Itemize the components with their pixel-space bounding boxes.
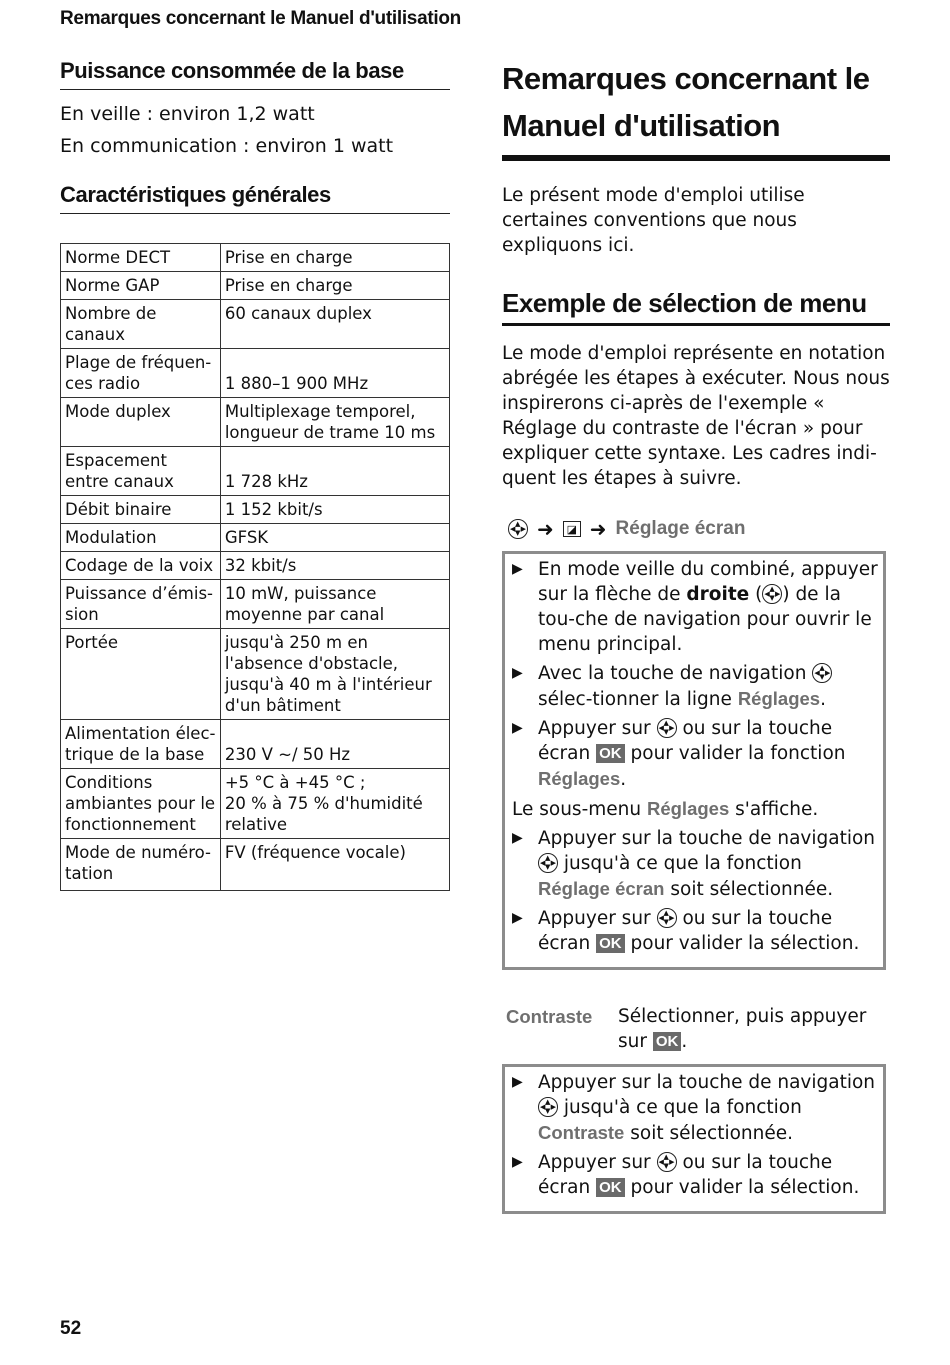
nav-key-icon: ▲ ▼ ◀ ▶ xyxy=(658,909,675,926)
nav-key-icon: ▲ ▼ ◀ ▶ xyxy=(540,854,556,871)
humidity-range: 20 % à 75 % d'humidité relative xyxy=(224,794,423,834)
bullet-icon: ▶ xyxy=(512,910,523,926)
spec-value: 1 880–1 900 MHz xyxy=(220,349,449,398)
call-power: En communication : environ 1 watt xyxy=(60,135,394,157)
spec-value: Prise en charge xyxy=(220,244,449,272)
bullet-icon: ▶ xyxy=(512,720,523,736)
temperature-range: +5 °C à +45 °C ; xyxy=(224,773,366,792)
step-text: Appuyer sur la touche de navigation xyxy=(538,828,876,849)
table-row xyxy=(61,244,450,272)
step-text: ou sur la touche écran xyxy=(538,1152,833,1198)
specs-table xyxy=(60,243,450,891)
arrow-right-icon: ➜ xyxy=(589,517,607,541)
bullet-icon: ▶ xyxy=(512,1154,523,1170)
menu-item-reglage-ecran: Réglage écran xyxy=(615,518,746,539)
nav-key-icon: ▲ ▼ ◀ ▶ xyxy=(658,719,675,736)
table-row xyxy=(61,272,450,300)
spec-value: 1 152 kbit/s xyxy=(220,496,449,524)
step-text: ou sur la touche écran xyxy=(538,908,833,954)
contrast-row xyxy=(502,1004,890,1054)
nav-key-icon: ▲ ▼ ◀ ▶ xyxy=(510,520,526,537)
power-heading: Puissance consommée de la base xyxy=(60,58,450,90)
nav-key-right-icon: ▲ ▼ ◀ ▶ xyxy=(764,585,781,602)
spec-key: Norme DECT xyxy=(61,244,221,272)
spec-key: Espacement entre canaux xyxy=(61,447,221,496)
step-text: Le sous-menu xyxy=(512,799,642,820)
step-text: Appuyer sur xyxy=(538,908,651,929)
list-item xyxy=(509,716,879,792)
nav-key-icon: ▲ ▼ ◀ ▶ xyxy=(814,664,831,681)
spec-value: 1 728 kHz xyxy=(220,447,449,496)
page-title-line-1: Remarques concernant le xyxy=(502,61,870,96)
list-item xyxy=(509,661,879,712)
step-emphasis: droite xyxy=(686,584,750,605)
menu-item-reglages: Réglages xyxy=(646,798,730,819)
bullet-icon: ▶ xyxy=(512,830,523,846)
list-item xyxy=(509,1070,879,1146)
table-row xyxy=(61,349,450,398)
contrast-label: Contraste xyxy=(506,1006,593,1027)
step-text: . xyxy=(820,689,826,710)
contrast-instruction: Sélectionner, puis appuyer sur xyxy=(618,1006,867,1052)
bullet-icon: ▶ xyxy=(512,665,523,681)
step-text: jusqu'à ce que la fonction xyxy=(563,853,802,874)
page-title-line-2: Manuel d'utilisation xyxy=(502,108,781,143)
spec-key: Débit binaire xyxy=(61,496,221,524)
step-text: Appuyer sur xyxy=(538,1152,651,1173)
step-text: soit sélectionnée. xyxy=(630,1123,794,1144)
steps-box-2 xyxy=(502,1064,886,1214)
step-text: pour valider la sélection. xyxy=(630,933,860,954)
standby-power: En veille : environ 1,2 watt xyxy=(60,103,315,125)
left-column xyxy=(60,58,450,891)
step-text: pour valider la sélection. xyxy=(630,1177,860,1198)
nav-key-icon: ▲ ▼ ◀ ▶ xyxy=(540,1098,556,1115)
step-text: s'affiche. xyxy=(735,799,819,820)
step-text: Appuyer sur xyxy=(538,718,651,739)
spec-value: 60 canaux duplex xyxy=(220,300,449,349)
step-text: sélec-tionner la ligne xyxy=(538,689,732,710)
spec-key: Portée xyxy=(61,629,221,720)
spec-key: Plage de fréquen-ces radio xyxy=(61,349,221,398)
bullet-icon: ▶ xyxy=(512,561,523,577)
menu-example-paragraph: Le mode d'emploi représente en notation abrégée les étapes à exécuter. Nous nous inspirerons ci-après de l'exemple « Réglage du contraste de l'écran » pour expliquer cette syntaxe. Les cadres indi-quent les étapes à suivre. xyxy=(502,343,890,489)
menu-item-reglages: Réglages xyxy=(538,768,621,789)
list-item xyxy=(509,906,879,956)
bullet-icon: ▶ xyxy=(512,1074,523,1090)
table-row xyxy=(61,839,450,891)
list-item xyxy=(509,1150,879,1200)
table-row xyxy=(61,629,450,720)
spec-key: Modulation xyxy=(61,524,221,552)
spec-value: 32 kbit/s xyxy=(220,552,449,580)
table-row xyxy=(61,720,450,769)
spec-key: Conditions ambiantes pour le fonctionnement xyxy=(61,769,221,839)
contrast-instruction: . xyxy=(681,1031,688,1052)
ok-key-icon: OK xyxy=(653,1032,682,1051)
intro-paragraph: Le présent mode d'emploi utilise certaines conventions que nous expliquons ici. xyxy=(502,185,805,256)
spec-value: Prise en charge xyxy=(220,272,449,300)
step-text: . xyxy=(620,769,627,790)
spec-value: FV (fréquence vocale) xyxy=(220,839,449,891)
ok-key-icon: OK xyxy=(596,1178,625,1197)
ok-key-icon: OK xyxy=(596,934,625,953)
general-heading: Caractéristiques générales xyxy=(60,182,450,214)
spec-key: Puissance d’émis-sion xyxy=(61,580,221,629)
spec-key: Mode duplex xyxy=(61,398,221,447)
table-row xyxy=(61,300,450,349)
nav-key-icon: ▲ ▼ ◀ ▶ xyxy=(658,1153,675,1170)
right-column xyxy=(502,55,890,1214)
steps-box-1 xyxy=(502,551,886,970)
display-settings-icon: ◪ xyxy=(563,521,581,537)
table-row xyxy=(61,524,450,552)
step-text: Avec la touche de navigation xyxy=(538,663,807,684)
submenu-note xyxy=(509,796,879,822)
running-header: Remarques concernant le Manuel d'utilisation xyxy=(60,8,461,29)
arrow-right-icon: ➜ xyxy=(537,517,554,541)
step-text: soit sélectionnée. xyxy=(670,879,834,900)
menu-item-reglage-ecran: Réglage écran xyxy=(538,878,665,899)
spec-value: 230 V ~/ 50 Hz xyxy=(220,720,449,769)
menu-path xyxy=(508,517,890,541)
step-text: pour valider la fonction xyxy=(630,743,846,764)
step-text: ) de la tou-che de navigation pour ouvrir le menu principal. xyxy=(538,584,872,655)
step-text: Appuyer sur la touche de navigation xyxy=(538,1072,876,1093)
spec-key: Mode de numéro-tation xyxy=(61,839,221,891)
menu-item-contraste: Contraste xyxy=(538,1122,625,1143)
spec-value: GFSK xyxy=(220,524,449,552)
spec-key: Nombre de canaux xyxy=(61,300,221,349)
spec-value: Multiplexage temporel, longueur de trame 10 ms xyxy=(220,398,449,447)
table-row xyxy=(61,398,450,447)
spec-value: jusqu'à 250 m en l'absence d'obstacle, jusqu'à 40 m à l'intérieur d'un bâtiment xyxy=(220,629,449,720)
power-consumption xyxy=(60,98,450,162)
step-text: ( xyxy=(755,584,763,605)
table-row xyxy=(61,580,450,629)
page-number: 52 xyxy=(60,1318,82,1339)
list-item xyxy=(509,557,879,657)
list-item xyxy=(509,826,879,902)
table-row xyxy=(61,447,450,496)
step-text: En mode veille du combiné, appuyer sur la flèche de xyxy=(538,559,878,605)
spec-value xyxy=(220,769,449,839)
spec-key: Alimentation élec-trique de la base xyxy=(61,720,221,769)
menu-item-reglages: Réglages xyxy=(737,688,821,709)
spec-key: Codage de la voix xyxy=(61,552,221,580)
page-title xyxy=(502,55,890,161)
table-row xyxy=(61,769,450,839)
table-row xyxy=(61,552,450,580)
ok-key-icon: OK xyxy=(596,744,625,763)
step-text: ou sur la touche écran xyxy=(538,718,833,764)
step-text: jusqu'à ce que la fonction xyxy=(563,1097,802,1118)
table-row xyxy=(61,496,450,524)
spec-key: Norme GAP xyxy=(61,272,221,300)
spec-value: 10 mW, puissance moyenne par canal xyxy=(220,580,449,629)
menu-example-heading: Exemple de sélection de menu xyxy=(502,288,890,326)
